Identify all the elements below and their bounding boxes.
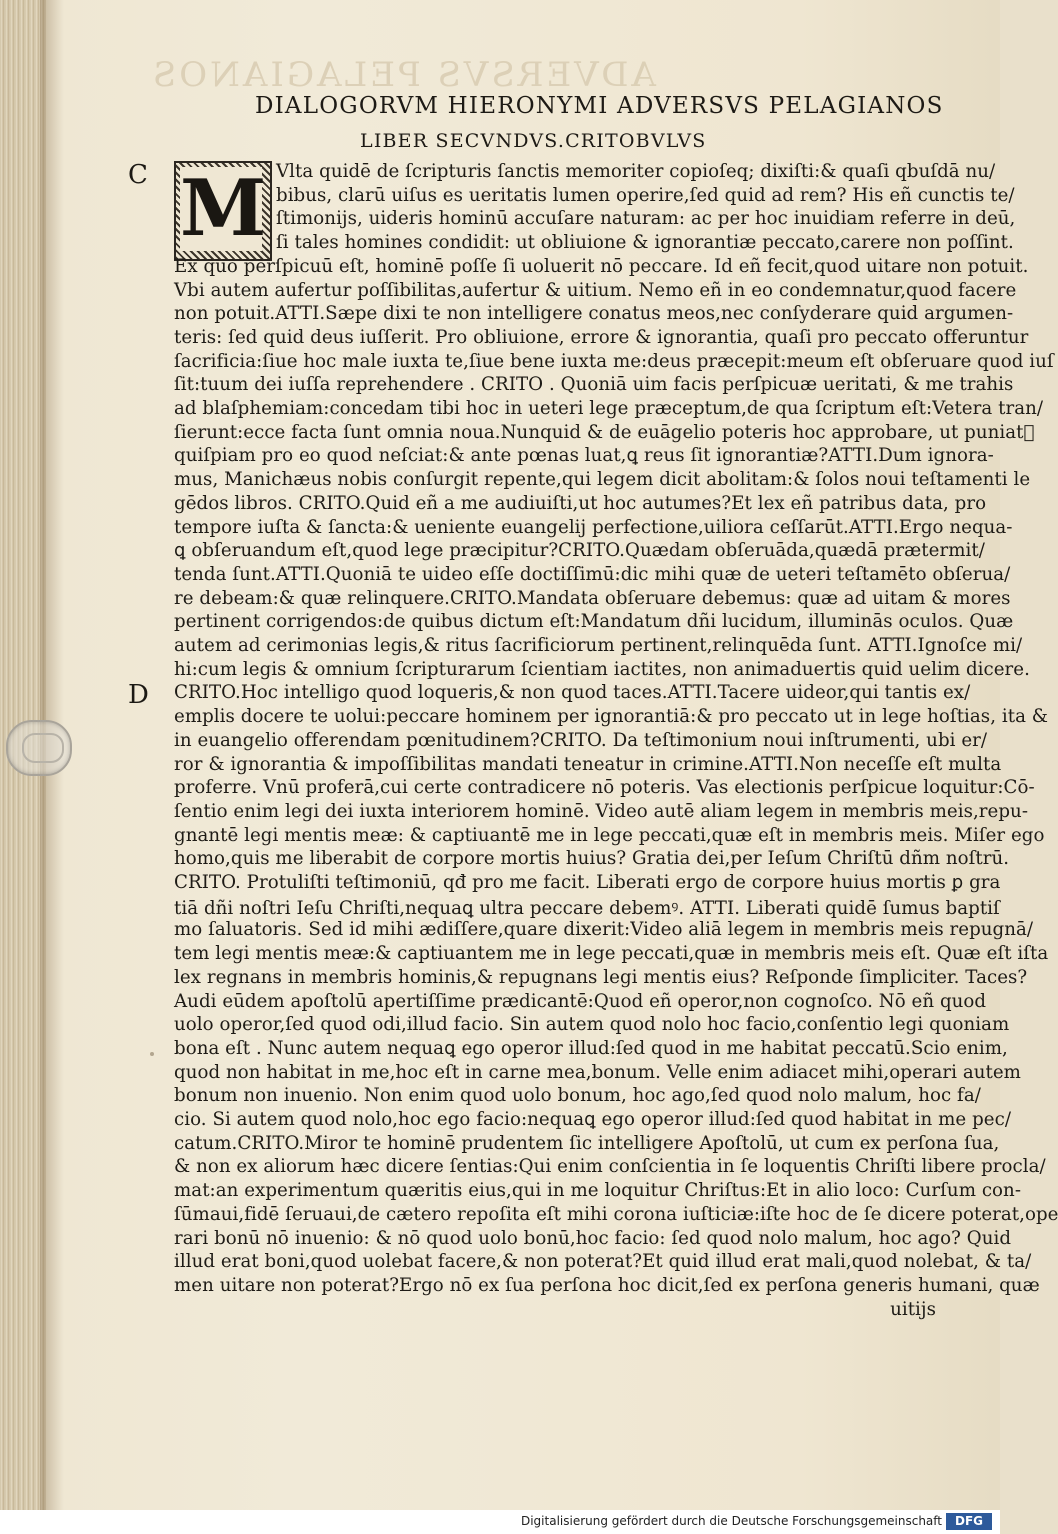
text-line: tempore iuſta & ſancta:& ueniente euangelij perfectione,uiliora ceſſarūt.ATTI.Ergo nequa- <box>174 516 1013 538</box>
text-line: lex regnans in membris hominis,& repugnans legi mentis eius? Reſponde ſimpliciter. Taces? <box>174 966 1028 988</box>
drop-cap-ornament <box>174 161 272 261</box>
running-header: DIALOGORVM HIERONYMI ADVERSVS PELAGIANOS <box>255 93 944 119</box>
text-line: Ex quo perſpicuū eſt, hominē poſſe ſi uoluerit nō peccare. Id eñ fecit,quod uitare non potuit. <box>174 255 1029 277</box>
text-line: ſi tales homines condidit: ut obliuione & ignorantiæ peccato,carere non poſſint. <box>276 232 1014 254</box>
book-subtitle: LIBER SECVNDVS.CRITOBVLVS <box>360 130 707 152</box>
text-line: Vlta quidē de ſcripturis ſanctis memoriter copioſeq; dixiſti:& quaſi qbuſdā nu/ <box>276 161 996 182</box>
text-line: tenda ſunt.ATTI.Quoniā te uideo eſſe doctiſſimū:dic mihi quæ de ueteri teſtamēto obſerua/ <box>174 563 1011 585</box>
drop-cap-letter: M <box>180 163 267 254</box>
text-line: illud erat boni,quod uolebat facere,& non poterat?Et quid illud erat mali,quod nolebat, & ta/ <box>174 1251 1032 1273</box>
text-line: ſtimonijs, uideris hominū accuſare naturam: ac per hoc inuidiam referre in deū, <box>276 208 1016 230</box>
text-line: autem ad cerimonias legis,& ritus ſacrificiorum pertinent,relinquēda ſunt. ATTI.Ignoſce mi/ <box>174 635 1023 656</box>
text-line: teris: ſed quid deus iuſſerit. Pro obliuione, errore & ignorantia, quaſi pro peccato offeruntur <box>174 326 1029 348</box>
text-line: gēdos libros. CRITO.Quid eñ a me audiuiſti,ut hoc autumes?Et lex eñ patribus data, pro <box>174 492 987 514</box>
text-line: quiſpiam pro eo quod neſciat:& ante pœnas luat,ꝗ reus ſit ignorantiæ?ATTI.Dum ignora- <box>174 445 994 467</box>
text-line: CRITO.Hoc intelligo quod loqueris,& non quod taces.ATTI.Tacere uideor,qui tantis ex/ <box>174 682 971 704</box>
text-line: tiā dñi noſtri Ieſu Chriſti,nequaꝗ ultra peccare debemꝰ. ATTI. Liberati quidē ſumus baptiſ <box>174 897 1000 919</box>
dfg-logo: DFG <box>946 1513 992 1530</box>
text-line: bibus, clarū uiſus es ueritatis lumen operire,ſed quid ad rem? His eñ cunctis te/ <box>276 184 1015 206</box>
text-line: tem legi mentis meæ:& captiuantem me in lege peccati,quæ in membris meis eſt. Quæ eſt iſta <box>174 943 1049 965</box>
text-line: ſierunt:ecce facta ſunt omnia noua.Nunquid & de euāgelio poteris hoc approbare, ut puniatᷓ <box>174 421 1035 443</box>
text-line: rari bonū nō inuenio: & nō quod uolo bonū,hoc facio: ſed quod nolo malum, hoc ago? Quid <box>174 1227 1012 1249</box>
text-line: mo ſaluatoris. Sed id mihi ædiſſere,quare dixerit:Video aliā legem in membris meis repugnā/ <box>174 919 1034 941</box>
text-line: & non ex aliorum hæc dicere ſentias:Qui enim conſcientia in ſe loquentis Chriſti libere procla/ <box>174 1156 1046 1178</box>
text-line: mat:an experimentum quæritis eius,qui in me loquitur Chriſtus:Et in alio loco: Curſum con- <box>174 1180 1022 1202</box>
text-line: re debeam:& quæ relinquere.CRITO.Mandata obſeruare debemus: quæ ad uitam & mores <box>174 587 1011 609</box>
text-line: in euangelio offerendam pœnitudinem?CRITO. Da teſtimonium noui inſtrumenti, ubi er/ <box>174 729 988 751</box>
text-line: emplis docere te uolui:peccare hominem per ignorantiā:& pro peccato ut in lege hoſtias, ita & <box>174 706 1049 728</box>
text-line: uitijs <box>890 1298 936 1320</box>
text-line: ſit:tuum dei iuſſa reprehendere . CRITO . Quoniā uim facis perſpicuæ ueritati, & me trahis <box>174 374 1014 396</box>
text-line: non potuit.ATTI.Sæpe dixi te non intelligere conatus meos,nec conſyderare quid argumen- <box>174 303 1014 325</box>
text-line: bona eſt . Nunc autem nequaꝗ ego operor illud:ſed quod in me habitat peccatū.Scio enim, <box>174 1037 1008 1059</box>
text-line: homo,quis me liberabit de corpore mortis huius? Gratia dei,per Ieſum Chriſtū dñm noſtrū. <box>174 848 1010 870</box>
text-line: cio. Si autem quod nolo,hoc ego facio:nequaꝗ ego operor illud:ſed quod habitat in me pec/ <box>174 1109 1011 1130</box>
text-line: mus, Manichæus nobis conſurgit repente,qui legem dicit abolitam:& ſolos noui teſtamenti le <box>174 469 1031 491</box>
text-line: men uitare non poterat?Ergo nō ex ſua perſona hoc dicit,ſed ex perſona generis humani, quæ <box>174 1274 1040 1296</box>
text-line: uolo operor,ſed quod odi,illud facio. Sin autem quod nolo hoc facio,conſentio legi quoniam <box>174 1014 1010 1036</box>
text-line: proferre. Vnū proferā,cui certe contradicere nō poteris. Vas electionis perſpicue loquitur:Cō- <box>174 777 1035 799</box>
text-line: hi:cum legis & omnium ſcripturarum ſcientiam iactites, non animaduertis quid uelim dicere. <box>174 658 1030 680</box>
footer-credit: Digitalisierung gefördert durch die Deutsche Forschungsgemeinschaft <box>520 1514 942 1528</box>
paper-spot <box>150 1052 154 1056</box>
text-line: ſacrificia:ſiue hoc male iuxta te,ſiue bene iuxta me:deus præcepit:meum eſt obſeruare quod iuſ <box>174 350 1054 372</box>
text-line: ad blaſphemiam:concedam tibi hoc in ueteri lege præceptum,de qua ſcriptum eſt:Vetera tran/ <box>174 398 1044 419</box>
text-line: gnantē legi mentis meæ: & captiuantē me in lege peccati,quæ eſt in membris meis. Miſer ego <box>174 824 1045 846</box>
margin-note-d: D <box>128 680 149 710</box>
show-through-text: ADVERSVS PELAGIANOS <box>150 55 657 95</box>
text-line: ſentio enim legi dei iuxta interiorem hominē. Video autē aliam legem in membris meis,repu- <box>174 800 1029 822</box>
text-line: Vbi autem aufertur poſſibilitas,aufertur & uitium. Nemo eñ in eo condemnatur,quod facere <box>174 279 1017 301</box>
margin-note-c: C <box>128 160 148 190</box>
text-line: ꝗ obſeruandum eſt,quod lege præcipitur?CRITO.Quædam obſeruāda,quædā prætermit/ <box>174 540 985 562</box>
text-line: pertinent corrigendos:de quibus dictum eſt:Mandatum dñi lucidum, illuminās oculos. Quæ <box>174 611 1014 633</box>
text-line: bonum non inuenio. Non enim quod uolo bonum, hoc ago,ſed quod nolo malum, hoc fa/ <box>174 1085 981 1107</box>
text-line: ſūmaui,fidē ſeruaui,de cætero repoſita eſt mihi corona iuſticiæ:iſte hoc de ſe dicere poterat,ope <box>174 1203 1058 1225</box>
text-line: CRITO. Protuliſti teſtimoniū, qđ pro me facit. Liberati ergo de corpore huius mortis ꝑ gra <box>174 872 1001 893</box>
text-line: quod non habitat in me,hoc eſt in carne mea,bonum. Velle enim adiacet mihi,operari autem <box>174 1061 1021 1083</box>
footer-bar <box>0 1510 1000 1534</box>
text-line: catum.CRITO.Miror te hominē prudentem ſic intelligere Apoſtolū, ut cum ex perſona ſua, <box>174 1132 1000 1154</box>
text-line: ror & ignorantia & impoſſibilitas mandati teneatur in crimine.ATTI.Non neceſſe eſt multa <box>174 753 1002 775</box>
text-line: Audi eūdem apoſtolū apertiſſime prædicantē:Quod eñ operor,non cognoſco. Nō eñ quod <box>174 990 987 1012</box>
paper-clip-icon <box>6 720 72 776</box>
